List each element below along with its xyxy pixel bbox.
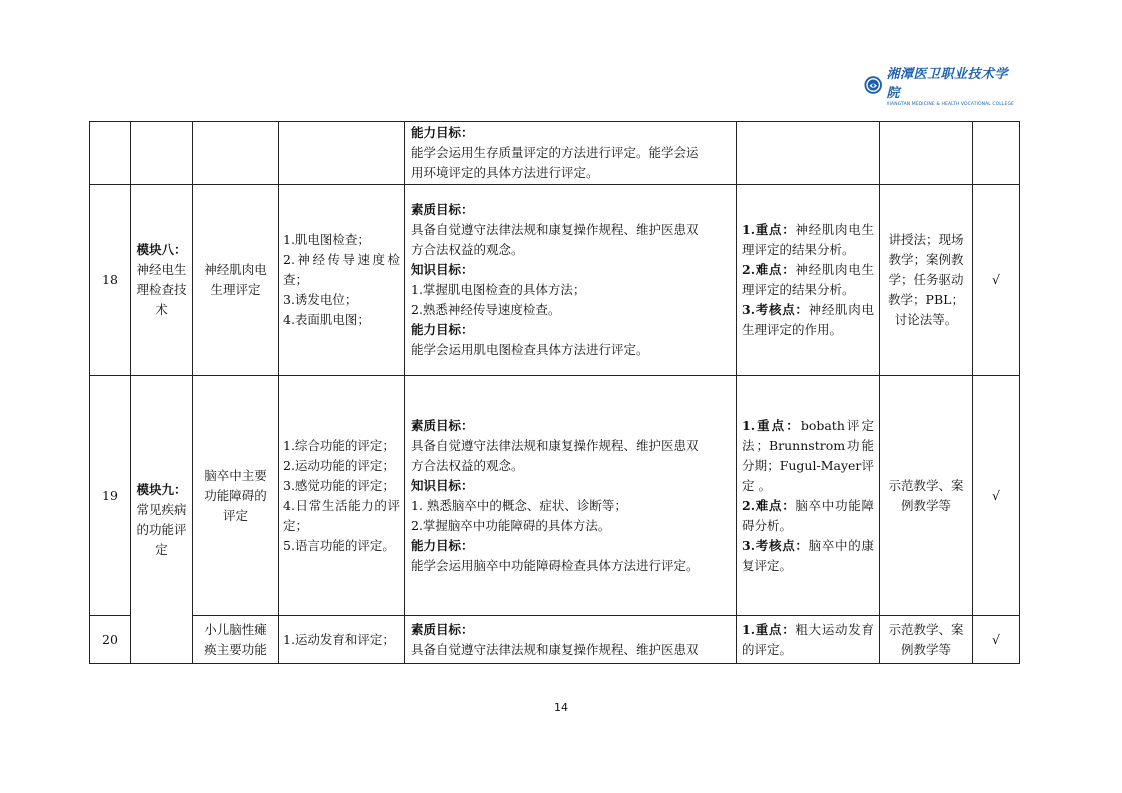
row-number: 19: [90, 376, 131, 616]
goals-cell: [405, 376, 737, 616]
goal-line: 2.掌握脑卒中功能障碍的具体方法。: [411, 517, 611, 533]
goal-line: 具备自觉遵守法律法规和康复操作规程、维护医患双: [411, 641, 699, 657]
key-points-cell: [737, 122, 880, 185]
key-point-text: 神经肌肉电生理评定的结果分析。: [742, 222, 874, 257]
goal-line: 能学会运用肌电图检查具体方法进行评定。: [411, 342, 649, 357]
difficulty-label: 2.难点：: [742, 497, 796, 513]
module-label: 模块八：: [136, 242, 187, 257]
content-line: 1.综合功能的评定；: [283, 437, 395, 453]
difficulty-label: 2.难点：: [742, 262, 796, 277]
ability-goal-label: 能力目标：: [411, 322, 474, 337]
key-point: [742, 620, 874, 660]
goal-line: 用环境评定的具体方法进行评定。: [411, 165, 599, 180]
content-line: 3.诱发电位；: [283, 292, 358, 307]
task-cell: 脑卒中主要功能障碍的评定: [193, 376, 279, 616]
row-number: 20: [90, 616, 131, 664]
content-line: 5.语言功能的评定。: [283, 537, 395, 553]
method-cell: 讲授法；现场教学；案例教学；任务驱动教学；PBL；讨论法等。: [880, 185, 973, 376]
goal-line: 1.掌握肌电图检查的具体方法；: [411, 282, 586, 297]
page-number: 14: [554, 701, 568, 714]
module-cell: [131, 185, 193, 376]
key-point-label: 1.重点：: [742, 621, 796, 637]
content-line: 1.运动发育和评定；: [283, 631, 395, 647]
method-cell: 示范教学、案例教学等: [880, 376, 973, 616]
college-emblem-icon: [864, 66, 882, 104]
module-cell: [131, 122, 193, 185]
checkmark-icon: √: [973, 376, 1020, 616]
knowledge-goal-label: 知识目标：: [411, 262, 474, 277]
key-points-cell: [737, 616, 880, 664]
assessment-point: [742, 536, 874, 576]
quality-goal-label: 素质目标：: [411, 621, 474, 637]
table-row-continuation: [90, 122, 1020, 185]
check-cell: [973, 122, 1020, 185]
goal-line: 能学会运用脑卒中功能障碍检查具体方法进行评定。: [411, 557, 699, 573]
module-name: 神经电生理检查技术: [136, 262, 187, 317]
checkmark-icon: √: [973, 616, 1020, 664]
assessment-text: 脑卒中的康复评定。: [742, 537, 874, 573]
table-row-18: [90, 185, 1020, 376]
ability-goal-label: 能力目标：: [411, 125, 474, 140]
college-logo: [864, 64, 1014, 106]
difficulty-point: [742, 496, 874, 536]
table-row-20: [90, 616, 1020, 664]
difficulty-text: 神经肌肉电生理评定的结果分析。: [742, 262, 874, 297]
content-cell: [279, 122, 405, 185]
module-label: 模块九：: [136, 481, 187, 497]
task-cell: 神经肌肉电生理评定: [193, 185, 279, 376]
difficulty-text: 脑卒中功能障碍分析。: [742, 497, 874, 533]
assessment-label: 3.考核点：: [742, 537, 809, 553]
key-point-label: 1.重点：: [742, 222, 796, 237]
course-content-table: [89, 121, 1020, 664]
goals-cell: [405, 185, 737, 376]
key-point-label: 1.重点：: [742, 417, 801, 433]
row-number: [90, 122, 131, 185]
goal-line: 1. 熟悉脑卒中的概念、症状、诊断等；: [411, 497, 627, 513]
quality-goal-label: 素质目标：: [411, 417, 474, 433]
goal-line: 2.熟悉神经传导速度检查。: [411, 302, 561, 317]
logo-english-name: XIANGTAN MEDICINE & HEALTH VOCATIONAL COLLEGE: [886, 102, 1014, 107]
goal-line: 能学会运用生存质量评定的方法进行评定。能学会运: [411, 145, 699, 160]
logo-chinese-name: 湘潭医卫职业技术学院: [886, 67, 1008, 101]
content-cell: [279, 616, 405, 664]
content-line: 3.感觉功能的评定；: [283, 477, 395, 493]
key-point-text: bobath评定法；Brunnstrom功能分期；Fugul-Mayer评定 。: [742, 417, 874, 493]
key-points-cell: [737, 185, 880, 376]
content-line: 4.日常生活能力的评定；: [283, 497, 400, 533]
table-row-19: [90, 376, 1020, 616]
key-point: [742, 220, 874, 260]
method-cell: [880, 122, 973, 185]
content-cell: [279, 376, 405, 616]
difficulty-point: [742, 260, 874, 300]
checkmark-icon: √: [973, 185, 1020, 376]
content-cell: [279, 185, 405, 376]
quality-goal-label: 素质目标：: [411, 202, 474, 217]
task-cell: 小儿脑性瘫痪主要功能: [193, 616, 279, 664]
key-point: [742, 416, 874, 496]
module-cell: [131, 376, 193, 664]
key-point-text: 粗大运动发育的评定。: [742, 621, 874, 657]
goal-line: 方合法权益的观念。: [411, 242, 524, 257]
key-points-cell: [737, 376, 880, 616]
content-line: 1.肌电图检查；: [283, 232, 370, 247]
goal-line: 具备自觉遵守法律法规和康复操作规程、维护医患双: [411, 222, 699, 237]
assessment-label: 3.考核点：: [742, 302, 809, 317]
content-line: 4.表面肌电图；: [283, 312, 370, 327]
ability-goal-label: 能力目标：: [411, 537, 474, 553]
goal-line: 方合法权益的观念。: [411, 457, 524, 473]
assessment-text: 神经肌肉电生理评定的作用。: [742, 302, 874, 337]
task-cell: [193, 122, 279, 185]
module-name: 常见疾病的功能评定: [136, 501, 187, 557]
row-number: 18: [90, 185, 131, 376]
method-cell: 示范教学、案例教学等: [880, 616, 973, 664]
goals-cell: [405, 122, 737, 185]
goal-line: 具备自觉遵守法律法规和康复操作规程、维护医患双: [411, 437, 699, 453]
goals-cell: [405, 616, 737, 664]
assessment-point: [742, 300, 874, 340]
content-line: 2.运动功能的评定；: [283, 457, 395, 473]
content-line: 2.神经传导速度检查；: [283, 252, 400, 287]
knowledge-goal-label: 知识目标：: [411, 477, 474, 493]
